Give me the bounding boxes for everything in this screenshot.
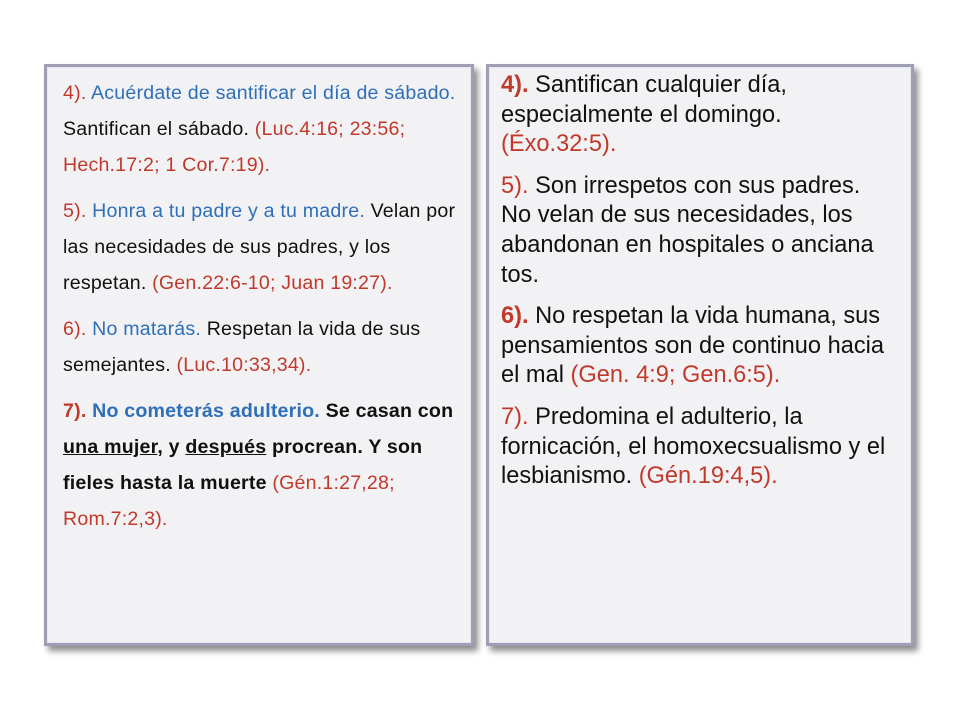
scripture-reference: (Gén.19:4,5). bbox=[638, 463, 778, 490]
left-item-4 bbox=[63, 75, 457, 183]
description-text: No respetan la vida humana, sus pensamientos son de continuo hacia el mal bbox=[501, 303, 885, 389]
commandment-text: Honra a tu padre y a tu madre. bbox=[92, 200, 365, 222]
item-number: 5). bbox=[63, 200, 87, 222]
description-text: , y bbox=[157, 436, 186, 458]
scripture-reference: (Gen. 4:9; Gen.6:5). bbox=[570, 362, 781, 389]
item-number: 6). bbox=[501, 303, 529, 330]
underlined-phrase: una mujer bbox=[63, 436, 158, 458]
commandment-text: Acuérdate de santificar el día de sábado. bbox=[91, 82, 456, 104]
item-number: 4). bbox=[501, 72, 529, 98]
left-item-7 bbox=[63, 393, 457, 537]
commandment-text: No cometerás adulterio. bbox=[92, 400, 320, 422]
underlined-phrase: después bbox=[185, 436, 267, 458]
description-text: Predomina el adulterio, la fornicación, el homoxecsualismo y el lesbianismo. bbox=[501, 403, 886, 490]
description-text: procrean. Y son fieles hasta la muerte bbox=[63, 436, 423, 494]
description-text: Santifican el sábado. bbox=[63, 118, 250, 140]
left-item-5 bbox=[63, 193, 457, 301]
item-number: 7). bbox=[501, 403, 529, 430]
description-text: Son irrespetos con sus padres. No velan de sus necesidades, los abandonan en hospitales o anciana tos. bbox=[501, 172, 874, 288]
commandment-text: No matarás. bbox=[92, 318, 202, 340]
left-item-6 bbox=[63, 311, 457, 383]
right-item-4 bbox=[501, 71, 897, 160]
right-item-6 bbox=[501, 302, 897, 391]
right-item-7 bbox=[501, 403, 897, 492]
scripture-reference: (Gén.1:27,28; Rom.7:2,3). bbox=[63, 472, 395, 530]
item-number: 5). bbox=[501, 172, 529, 199]
description-text: Respetan la vida de sus semejantes. bbox=[63, 318, 421, 376]
left-panel bbox=[44, 64, 474, 646]
scripture-reference: (Éxo.32:5). bbox=[501, 131, 617, 158]
right-panel bbox=[486, 64, 914, 646]
description-text: Velan por las necesidades de sus padres, y los respetan. bbox=[63, 200, 456, 294]
right-item-5 bbox=[501, 172, 897, 290]
item-number: 7). bbox=[63, 400, 87, 422]
item-number: 6). bbox=[63, 318, 87, 340]
scripture-reference: (Luc.10:33,34). bbox=[176, 354, 312, 376]
description-text: Santifican cualquier día, especialmente el domingo. bbox=[501, 72, 787, 128]
item-number: 4). bbox=[63, 82, 87, 104]
description-text: Se casan con bbox=[319, 400, 454, 422]
scripture-reference: (Luc.4:16; 23:56; Hech.17:2; 1 Cor.7:19). bbox=[63, 118, 406, 176]
scripture-reference: (Gen.22:6-10; Juan 19:27). bbox=[152, 272, 393, 294]
